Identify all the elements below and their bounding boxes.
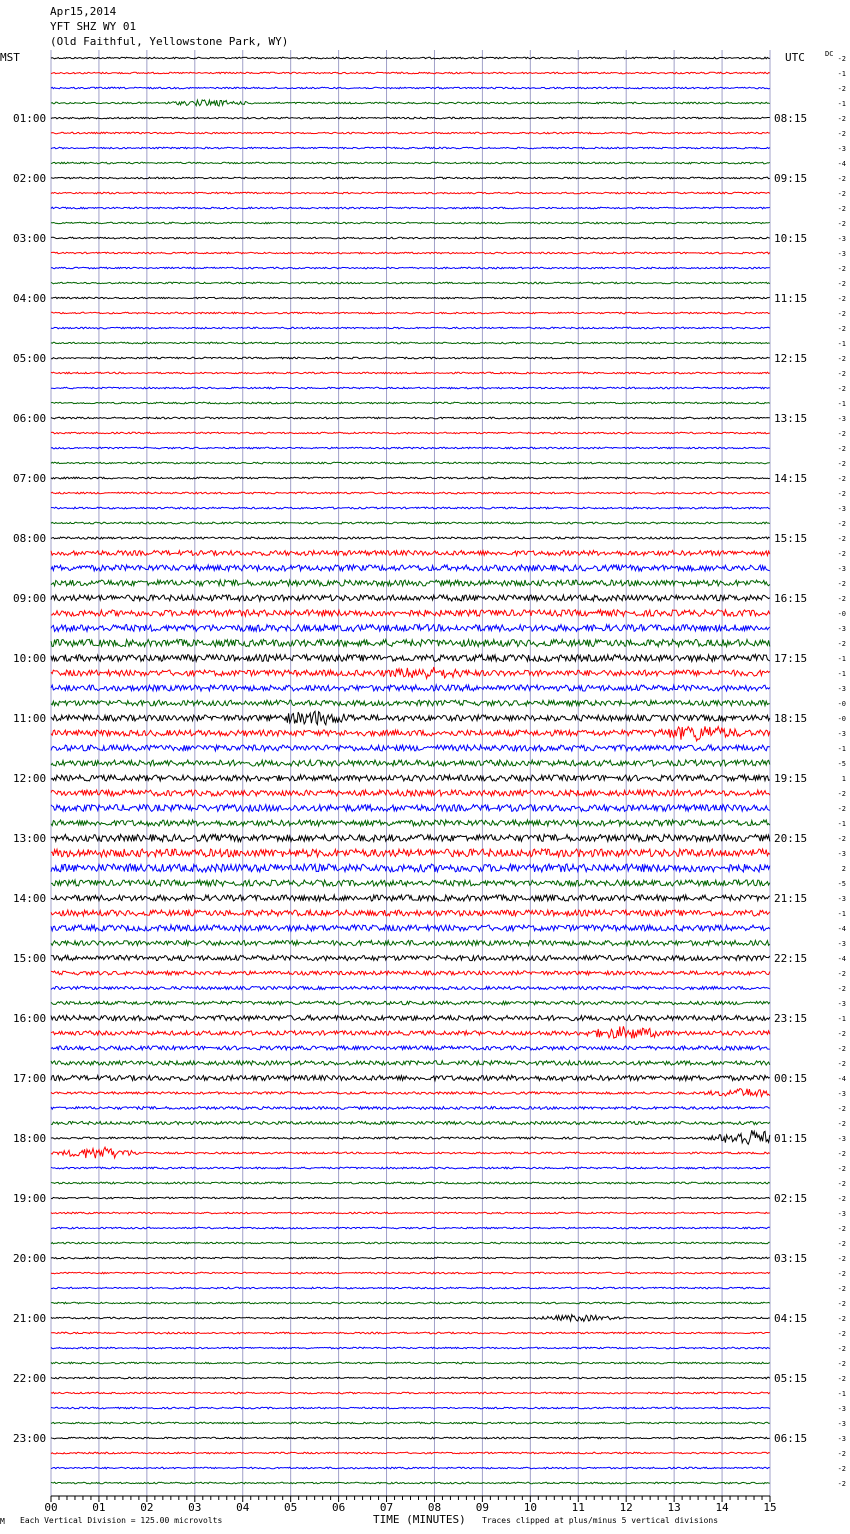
seismic-trace bbox=[51, 1257, 770, 1259]
seismic-trace bbox=[51, 625, 770, 632]
seismic-trace bbox=[51, 327, 770, 329]
seismic-trace bbox=[51, 537, 770, 539]
seismic-trace bbox=[51, 639, 770, 646]
dc-offset-label: -1 bbox=[837, 910, 846, 918]
dc-offset-label: -3 bbox=[837, 235, 846, 243]
dc-offset-label: -2 bbox=[837, 190, 846, 198]
right-hour-label: 08:15 bbox=[774, 112, 808, 125]
dc-offset-label: -1 bbox=[837, 655, 846, 663]
seismic-trace bbox=[51, 1377, 770, 1379]
right-hour-labels bbox=[774, 112, 807, 1445]
seismic-trace bbox=[51, 57, 770, 59]
seismic-trace bbox=[51, 1167, 770, 1169]
dc-offset-label: -3 bbox=[837, 1405, 846, 1413]
seismic-trace bbox=[51, 297, 770, 299]
seismic-trace bbox=[51, 864, 770, 872]
dc-offset-label: -2 bbox=[837, 1060, 846, 1068]
right-hour-label: 05:15 bbox=[774, 1372, 808, 1385]
dc-offset-label: -1 bbox=[837, 670, 846, 678]
seismic-trace bbox=[51, 177, 770, 179]
dc-offset-label: -1 bbox=[837, 340, 846, 348]
dc-offset-label: -2 bbox=[837, 130, 846, 138]
seismic-trace bbox=[51, 711, 770, 724]
seismic-trace bbox=[51, 237, 770, 239]
seismic-trace bbox=[51, 507, 770, 509]
x-tick-label: 09 bbox=[475, 1501, 490, 1514]
seismic-trace bbox=[51, 820, 770, 826]
dc-offset-label: -3 bbox=[837, 1210, 846, 1218]
x-tick-label: 02 bbox=[140, 1501, 154, 1514]
dc-offset-label: 1 bbox=[841, 775, 846, 783]
right-timezone-label: UTC bbox=[785, 51, 805, 64]
x-axis-title: TIME (MINUTES) bbox=[373, 1513, 466, 1526]
dc-offset-label: -2 bbox=[837, 970, 846, 978]
seismic-trace bbox=[51, 372, 770, 374]
left-hour-label: 03:00 bbox=[13, 232, 47, 245]
x-tick-label: 03 bbox=[188, 1501, 202, 1514]
seismic-trace bbox=[51, 1332, 770, 1334]
seismic-trace bbox=[51, 1482, 770, 1484]
seismic-trace bbox=[51, 726, 770, 741]
right-hour-label: 10:15 bbox=[774, 232, 808, 245]
left-hour-label: 04:00 bbox=[13, 292, 47, 305]
seismic-trace bbox=[51, 775, 770, 781]
seismic-trace bbox=[51, 971, 770, 975]
dc-offset-label: -2 bbox=[837, 985, 846, 993]
dc-offset-label: -3 bbox=[837, 1000, 846, 1008]
dc-offset-label: -2 bbox=[837, 1120, 846, 1128]
dc-offset-label: -2 bbox=[837, 1240, 846, 1248]
dc-offset-label: -0 bbox=[837, 700, 846, 708]
seismic-trace bbox=[51, 357, 770, 359]
seismic-trace bbox=[51, 72, 770, 74]
dc-offset-label: -2 bbox=[837, 535, 846, 543]
dc-offset-label: -2 bbox=[837, 1270, 846, 1278]
dc-offset-label: -2 bbox=[837, 1150, 846, 1158]
seismic-trace bbox=[51, 162, 770, 164]
seismic-trace bbox=[51, 986, 770, 989]
dc-offset-label: -2 bbox=[837, 520, 846, 528]
dc-offset-label: -2 bbox=[837, 1045, 846, 1053]
dc-offset-label: -2 bbox=[837, 1300, 846, 1308]
seismic-trace bbox=[51, 312, 770, 314]
seismic-trace bbox=[51, 700, 770, 706]
seismic-trace bbox=[51, 1046, 770, 1050]
left-hour-labels bbox=[13, 112, 46, 1445]
right-hour-label: 17:15 bbox=[774, 652, 808, 665]
dc-offset-label: -4 bbox=[837, 925, 846, 933]
dc-offset-label: -2 bbox=[837, 445, 846, 453]
left-hour-label: 07:00 bbox=[13, 472, 47, 485]
right-hour-label: 15:15 bbox=[774, 532, 808, 545]
header-station: YFT SHZ WY 01 bbox=[50, 20, 137, 33]
seismic-trace bbox=[51, 849, 770, 857]
seismic-trace bbox=[51, 1182, 770, 1184]
seismic-trace bbox=[51, 1107, 770, 1110]
x-tick-label: 11 bbox=[571, 1501, 585, 1514]
x-tick-label: 04 bbox=[236, 1501, 250, 1514]
dc-offset-label: -2 bbox=[837, 310, 846, 318]
x-tick-label: 10 bbox=[523, 1501, 537, 1514]
dc-offset-label: -2 bbox=[837, 835, 846, 843]
dc-offset-label: -3 bbox=[837, 1135, 846, 1143]
seismic-trace bbox=[51, 580, 770, 586]
seismic-trace bbox=[51, 1302, 770, 1304]
seismic-trace bbox=[51, 1272, 770, 1274]
seismic-trace bbox=[51, 1437, 770, 1439]
left-hour-label: 10:00 bbox=[13, 652, 47, 665]
seismic-trace bbox=[51, 252, 770, 254]
dc-offset-label: -1 bbox=[837, 820, 846, 828]
dc-offset-label: -3 bbox=[837, 565, 846, 573]
dc-offset-label: -2 bbox=[837, 430, 846, 438]
seismic-trace bbox=[51, 522, 770, 524]
dc-offset-label: -1 bbox=[837, 745, 846, 753]
right-hour-label: 12:15 bbox=[774, 352, 808, 365]
seismic-trace bbox=[51, 655, 770, 662]
x-tick-label: 08 bbox=[427, 1501, 442, 1514]
left-hour-label: 19:00 bbox=[13, 1192, 47, 1205]
seismic-trace bbox=[51, 1452, 770, 1454]
left-hour-label: 17:00 bbox=[13, 1072, 47, 1085]
left-hour-label: 08:00 bbox=[13, 532, 47, 545]
seismic-trace bbox=[51, 895, 770, 901]
left-hour-label: 11:00 bbox=[13, 712, 47, 725]
seismic-trace bbox=[51, 342, 770, 344]
seismic-trace bbox=[51, 1287, 770, 1289]
seismic-trace bbox=[51, 1130, 770, 1144]
grid-lines bbox=[51, 50, 770, 1496]
right-hour-label: 21:15 bbox=[774, 892, 808, 905]
x-tick-label: 14 bbox=[715, 1501, 729, 1514]
seismic-trace bbox=[51, 760, 770, 766]
seismic-trace bbox=[51, 1407, 770, 1409]
left-hour-label: 16:00 bbox=[13, 1012, 47, 1025]
right-hour-label: 13:15 bbox=[774, 412, 808, 425]
seismic-trace bbox=[51, 147, 770, 149]
dc-offset-label: -2 bbox=[837, 1465, 846, 1473]
seismic-trace bbox=[51, 222, 770, 224]
x-tick-label: 13 bbox=[667, 1501, 681, 1514]
left-hour-label: 21:00 bbox=[13, 1312, 47, 1325]
dc-offset-label: -3 bbox=[837, 685, 846, 693]
dc-offset-label: -2 bbox=[837, 805, 846, 813]
dc-offset-label: -2 bbox=[837, 295, 846, 303]
seismic-trace bbox=[51, 1026, 770, 1038]
seismic-trace bbox=[51, 1015, 770, 1020]
seismic-trace bbox=[51, 1315, 770, 1322]
corner-mark: M bbox=[0, 1517, 5, 1526]
right-hour-label: 02:15 bbox=[774, 1192, 808, 1205]
dc-offset-label: -3 bbox=[837, 415, 846, 423]
seismic-trace bbox=[51, 1121, 770, 1124]
seismic-trace bbox=[51, 462, 770, 464]
left-hour-label: 15:00 bbox=[13, 952, 47, 965]
dc-offset-label: -2 bbox=[837, 355, 846, 363]
dc-offset-label: -3 bbox=[837, 730, 846, 738]
dc-offset-label: -2 bbox=[837, 265, 846, 273]
dc-offset-label: -2 bbox=[837, 1345, 846, 1353]
seismic-trace bbox=[51, 100, 770, 106]
dc-offset-label: -3 bbox=[837, 1420, 846, 1428]
left-hour-label: 23:00 bbox=[13, 1432, 47, 1445]
dc-offset-label: -0 bbox=[837, 610, 846, 618]
seismic-trace bbox=[51, 835, 770, 842]
left-hour-label: 22:00 bbox=[13, 1372, 47, 1385]
seismic-trace bbox=[51, 1362, 770, 1364]
seismic-trace bbox=[51, 1392, 770, 1394]
seismic-trace bbox=[51, 685, 770, 691]
x-tick-label: 05 bbox=[284, 1501, 298, 1514]
right-hour-label: 00:15 bbox=[774, 1072, 808, 1085]
dc-offset-label: -2 bbox=[837, 1480, 846, 1488]
dc-offset-label: -3 bbox=[837, 1435, 846, 1443]
right-hour-label: 11:15 bbox=[774, 292, 808, 305]
left-hour-label: 14:00 bbox=[13, 892, 47, 905]
left-hour-label: 05:00 bbox=[13, 352, 47, 365]
x-tick-label: 07 bbox=[379, 1501, 394, 1514]
dc-offset-label: -2 bbox=[837, 1285, 846, 1293]
dc-offset-label: -2 bbox=[837, 55, 846, 63]
seismic-trace bbox=[51, 880, 770, 886]
right-hour-label: 16:15 bbox=[774, 592, 808, 605]
left-hour-label: 02:00 bbox=[13, 172, 47, 185]
dc-offset-label: -2 bbox=[837, 460, 846, 468]
seismic-trace bbox=[51, 565, 770, 571]
seismic-trace bbox=[51, 745, 770, 751]
seismic-trace bbox=[51, 805, 770, 812]
seismic-trace bbox=[51, 1467, 770, 1469]
seismic-trace bbox=[51, 387, 770, 389]
dc-offset-label: -2 bbox=[837, 220, 846, 228]
dc-offset-label: -4 bbox=[837, 160, 846, 168]
seismic-trace bbox=[51, 910, 770, 916]
seismic-trace bbox=[51, 207, 770, 209]
seismic-trace bbox=[51, 1147, 770, 1158]
dc-offset-label: -2 bbox=[837, 385, 846, 393]
dc-offset-labels bbox=[838, 55, 846, 1488]
right-hour-label: 22:15 bbox=[774, 952, 808, 965]
dc-offset-label: -2 bbox=[837, 205, 846, 213]
seismic-trace bbox=[51, 940, 770, 945]
seismic-trace bbox=[51, 955, 770, 960]
seismic-trace bbox=[51, 1197, 770, 1199]
x-tick-label: 01 bbox=[92, 1501, 106, 1514]
seismic-trace bbox=[51, 117, 770, 119]
dc-offset-label: -2 bbox=[837, 1360, 846, 1368]
seismic-trace bbox=[51, 1212, 770, 1214]
x-tick-label: 12 bbox=[619, 1501, 633, 1514]
seismic-trace bbox=[51, 432, 770, 434]
dc-offset-label: -2 bbox=[837, 280, 846, 288]
dc-offset-label: -3 bbox=[837, 145, 846, 153]
right-hour-label: 18:15 bbox=[774, 712, 808, 725]
left-hour-label: 01:00 bbox=[13, 112, 47, 125]
right-hour-label: 03:15 bbox=[774, 1252, 808, 1265]
seismic-trace bbox=[51, 925, 770, 931]
dc-offset-label: -1 bbox=[837, 100, 846, 108]
seismic-trace bbox=[51, 87, 770, 89]
dc-offset-label: -2 bbox=[837, 1195, 846, 1203]
seismic-trace bbox=[51, 417, 770, 419]
dc-offset-label: -3 bbox=[837, 1090, 846, 1098]
dc-offset-label: -3 bbox=[837, 250, 846, 258]
seismic-trace bbox=[51, 1075, 770, 1080]
dc-offset-label: -2 bbox=[837, 640, 846, 648]
x-tick-label: 06 bbox=[331, 1501, 346, 1514]
seismic-trace bbox=[51, 595, 770, 601]
x-tick-label: 15 bbox=[763, 1501, 777, 1514]
dc-offset-label: -2 bbox=[837, 1450, 846, 1458]
seismic-trace bbox=[51, 282, 770, 284]
seismic-trace bbox=[51, 1061, 770, 1065]
seismic-trace bbox=[51, 447, 770, 449]
dc-offset-label: 2 bbox=[841, 865, 846, 873]
footer-scale-note: Each Vertical Division = 125.00 microvolts bbox=[20, 1516, 223, 1525]
seismic-trace bbox=[51, 192, 770, 194]
dc-offset-label: -2 bbox=[837, 1315, 846, 1323]
right-hour-label: 23:15 bbox=[774, 1012, 808, 1025]
left-hour-label: 09:00 bbox=[13, 592, 47, 605]
right-hour-label: 09:15 bbox=[774, 172, 808, 185]
dc-offset-label: -2 bbox=[837, 1180, 846, 1188]
seismic-trace bbox=[51, 551, 770, 556]
header-location: (Old Faithful, Yellowstone Park, WY) bbox=[50, 35, 289, 48]
seismic-trace bbox=[51, 1001, 770, 1005]
dc-offset-label: -1 bbox=[837, 400, 846, 408]
dc-offset-label: -2 bbox=[837, 175, 846, 183]
dc-offset-label: -2 bbox=[837, 490, 846, 498]
dc-label: DC bbox=[825, 50, 834, 58]
left-hour-label: 13:00 bbox=[13, 832, 47, 845]
dc-offset-label: -2 bbox=[837, 595, 846, 603]
seismic-trace bbox=[51, 667, 770, 679]
dc-offset-label: -3 bbox=[837, 895, 846, 903]
right-hour-label: 20:15 bbox=[774, 832, 808, 845]
seismic-trace bbox=[51, 1242, 770, 1244]
dc-offset-label: -2 bbox=[837, 1255, 846, 1263]
seismic-trace bbox=[51, 1089, 770, 1097]
right-hour-label: 01:15 bbox=[774, 1132, 808, 1145]
dc-offset-label: -2 bbox=[837, 115, 846, 123]
dc-offset-label: -0 bbox=[837, 715, 846, 723]
dc-offset-label: -3 bbox=[837, 505, 846, 513]
dc-offset-label: -2 bbox=[837, 325, 846, 333]
dc-offset-label: -1 bbox=[837, 1015, 846, 1023]
right-hour-label: 14:15 bbox=[774, 472, 808, 485]
seismic-trace bbox=[51, 1227, 770, 1229]
dc-offset-label: -2 bbox=[837, 580, 846, 588]
header-date: Apr15,2014 bbox=[50, 5, 117, 18]
left-hour-label: 12:00 bbox=[13, 772, 47, 785]
dc-offset-label: -4 bbox=[837, 1075, 846, 1083]
x-axis bbox=[44, 1496, 776, 1514]
dc-offset-label: -2 bbox=[837, 550, 846, 558]
seismic-trace bbox=[51, 790, 770, 796]
dc-offset-label: -2 bbox=[837, 790, 846, 798]
right-hour-label: 06:15 bbox=[774, 1432, 808, 1445]
seismic-trace bbox=[51, 1347, 770, 1349]
dc-offset-label: -4 bbox=[837, 955, 846, 963]
seismic-trace bbox=[51, 267, 770, 269]
dc-offset-label: -2 bbox=[837, 1225, 846, 1233]
dc-offset-label: -1 bbox=[837, 1390, 846, 1398]
dc-offset-label: -2 bbox=[837, 475, 846, 483]
left-timezone-label: MST bbox=[0, 51, 20, 64]
footer-clip-note: Traces clipped at plus/minus 5 vertical divisions bbox=[482, 1516, 719, 1525]
left-hour-label: 06:00 bbox=[13, 412, 47, 425]
seismic-trace bbox=[51, 477, 770, 479]
dc-offset-label: -5 bbox=[837, 760, 846, 768]
right-hour-label: 19:15 bbox=[774, 772, 808, 785]
seismic-trace bbox=[51, 132, 770, 134]
dc-offset-label: -2 bbox=[837, 370, 846, 378]
seismic-trace bbox=[51, 1422, 770, 1424]
left-hour-label: 18:00 bbox=[13, 1132, 47, 1145]
dc-offset-label: -3 bbox=[837, 850, 846, 858]
dc-offset-label: -2 bbox=[837, 1165, 846, 1173]
dc-offset-label: -5 bbox=[837, 880, 846, 888]
dc-offset-label: -2 bbox=[837, 1105, 846, 1113]
seismic-traces bbox=[51, 57, 770, 1484]
left-hour-label: 20:00 bbox=[13, 1252, 47, 1265]
dc-offset-label: -2 bbox=[837, 85, 846, 93]
seismic-trace bbox=[51, 610, 770, 616]
dc-offset-label: -2 bbox=[837, 1030, 846, 1038]
seismic-trace bbox=[51, 492, 770, 494]
dc-offset-label: -3 bbox=[837, 940, 846, 948]
dc-offset-label: -2 bbox=[837, 1330, 846, 1338]
dc-offset-label: -3 bbox=[837, 625, 846, 633]
x-tick-label: 00 bbox=[44, 1501, 58, 1514]
seismic-trace bbox=[51, 402, 770, 404]
dc-offset-label: -2 bbox=[837, 1375, 846, 1383]
right-hour-label: 04:15 bbox=[774, 1312, 808, 1325]
dc-offset-label: -1 bbox=[837, 70, 846, 78]
